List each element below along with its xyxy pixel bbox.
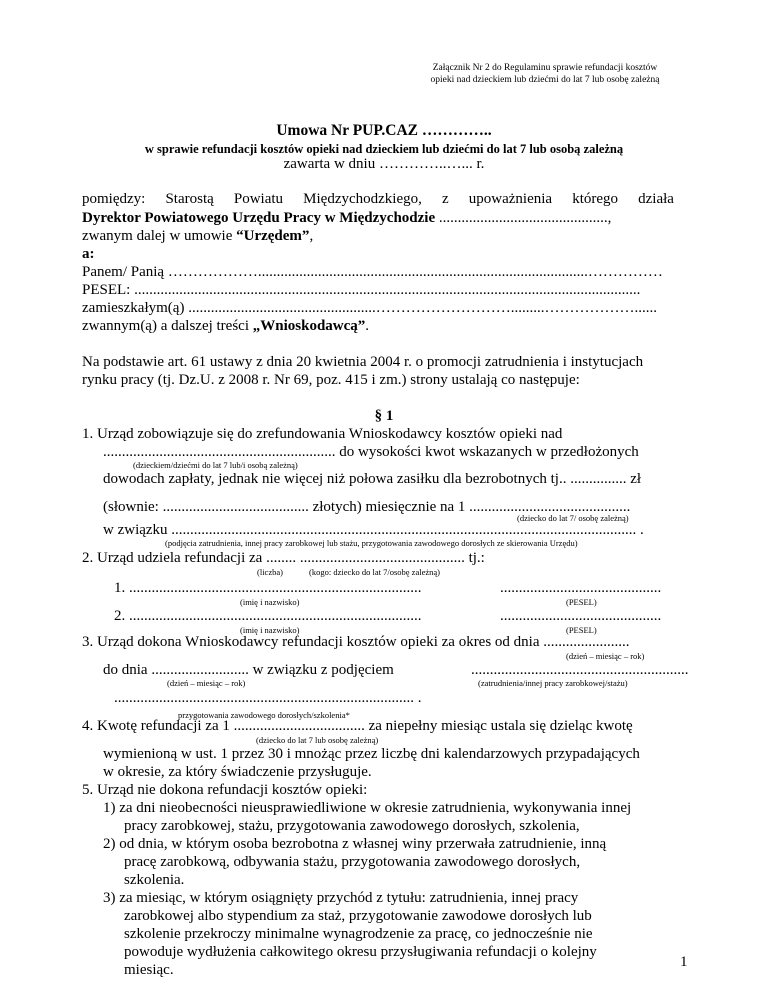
p2-row1-pesel: ...........................................: [500, 580, 662, 596]
contract-date: zawarta w dniu …………..…... r.: [283, 156, 485, 172]
parties-word: działa: [638, 191, 674, 207]
p3-note-2a: (dzień – miesiąc – rok): [167, 678, 246, 688]
p3-note-3: przygotowania zawodowego dorosłych/szkolenia*: [178, 710, 350, 720]
parties-word: z: [441, 191, 449, 207]
p3-note-2b: (zatrudnienia/innej pracy zarobkowej/stażu): [478, 678, 628, 688]
parties-word: Starostą: [165, 191, 214, 207]
p2-line-1: 2. Urząd udziela refundacji za ........ ............................................ tj.:: [82, 550, 485, 566]
contract-title: Umowa Nr PUP.CAZ …………..: [276, 122, 492, 139]
office-alias-post: ,: [309, 228, 314, 244]
p5-item3-line-2: zarobkowej albo stypendium za staż, przygotowanie zawodowe dorosłych lub: [124, 908, 592, 924]
p3-note-1: (dzień – miesiąc – rok): [566, 651, 645, 661]
header-line-1: Załącznik Nr 2 do Regulaminu sprawie refundacji kosztów: [432, 63, 658, 73]
p3-line-1: 3. Urząd dokona Wnioskodawcy refundacji kosztów opieki za okres od dnia .......................: [82, 634, 630, 650]
parties-word: pomiędzy:: [82, 191, 146, 207]
attachment-header: [400, 62, 690, 86]
applicant-alias-pre: zwannym(ą) a dalszej treści: [82, 318, 253, 334]
intro-line-1: Na podstawie art. 61 ustawy z dnia 20 kwietnia 2004 r. o promocji zatrudnienia i instytucjach: [82, 354, 644, 370]
p2-row2-note-name: (imię i nazwisko): [240, 625, 300, 635]
p2-note-count: (liczba): [257, 567, 283, 577]
director-dots: .............................................,: [435, 210, 612, 226]
contract-subtitle: w sprawie refundacji kosztów opieki nad dzieckiem lub dziećmi do lat 7 lub osobą zależną: [144, 142, 624, 156]
p5-item2-line-1: 2) od dnia, w którym osoba bezrobotna z własnej winy przerwała zatrudnienie, inną: [103, 836, 607, 852]
applicant-address-line: zamieszkałym(ą) ..................................................……………………….........………………......: [82, 300, 657, 316]
parties-word: Międzychodzkiego,: [303, 191, 422, 207]
p4-line-3: w okresie, za który świadczenie przysługuje.: [103, 764, 372, 780]
page-number: 1: [680, 954, 688, 970]
p5-item3-line-1: 3) za miesiąc, w którym osiągnięty przychód z tytułu: zatrudnienia, innej pracy: [103, 890, 579, 906]
applicant-alias-post: .: [365, 318, 370, 334]
p2-row2-note-pesel: (PESEL): [566, 625, 597, 635]
p5-item3-line-4: powoduje wydłużenia całkowitego okresu przysługiwania refundacji o kolejny: [124, 944, 597, 960]
p5-item2-line-2: pracę zarobkową, odbywania stażu, przygotowania zawodowego dorosłych,: [124, 854, 581, 870]
p5-item2-line-3: szkolenia.: [124, 872, 185, 888]
parties-line-3: [82, 227, 313, 245]
p4-line-1: 4. Kwotę refundacji za 1 ................................... za niepełny miesiąc ustala się dzieląc kwotę: [82, 718, 633, 734]
p3-line-2a: do dnia .......................... w związku z podjęciem: [103, 662, 394, 678]
header-line-2: opieki nad dzieckiem lub dziećmi do lat 7 lub osobę zależną: [430, 75, 660, 85]
p5-item1-line-1: 1) za dni nieobecności nieusprawiedliwione w okresie zatrudnienia, wykonywania innej: [103, 800, 632, 816]
p5-item3-line-3: szkolenie przekroczy minimalne wynagrodzenie za pracę, co jednocześnie nie: [124, 926, 593, 942]
parties-line-2: [82, 209, 611, 227]
section-mark: § 1: [374, 408, 394, 424]
p1-line-5: w związku ............................................................................................................................ .: [103, 522, 644, 538]
p2-row2-pesel: ...........................................: [500, 608, 662, 624]
p1-note-3: (podjęcia zatrudnienia, innej pracy zarobkowej lub stażu, przygotowania zawodowego dorosłych ze skierowania Urzędu): [165, 538, 578, 548]
p1-line-3: dowodach zapłaty, jednak nie więcej niż połowa zasiłku dla bezrobotnych tj.. ............... zł: [103, 471, 642, 487]
p4-line-2: wymienioną w ust. 1 przez 30 i mnożąc przez liczbę dni kalendarzowych przypadających: [103, 746, 640, 762]
parties-line-1: [82, 190, 674, 208]
p5-item1-line-2: pracy zarobkowej, stażu, przygotowania zawodowego dorosłych, szkolenia,: [124, 818, 580, 834]
p1-note-2: (dziecko do lat 7/ osobę zależną): [517, 513, 629, 523]
p1-line-2: .............................................................. do wysokości kwot wskazanych w przedłożonych: [103, 444, 639, 460]
applicant-name-line: Panem/ Panią ………………........................................................................................……………: [82, 264, 663, 280]
parties-word: którego: [572, 191, 619, 207]
parties-line-8: [82, 317, 369, 335]
intro-line-2: rynku pracy (tj. Dz.U. z 2008 r. Nr 69, poz. 415 i zm.) strony ustalają co następuje:: [82, 372, 580, 388]
parties-word: Powiatu: [233, 191, 284, 207]
p3-line-3: ................................................................................ .: [114, 690, 422, 706]
p2-row1-note-pesel: (PESEL): [566, 597, 597, 607]
p2-row1-note-name: (imię i nazwisko): [240, 597, 300, 607]
office-alias: “Urzędem”: [236, 228, 310, 244]
parties-and: a:: [82, 246, 95, 262]
p5-line-1: 5. Urząd nie dokona refundacji kosztów opieki:: [82, 782, 368, 798]
applicant-pesel-line: PESEL: .......................................................................................................................................: [82, 282, 641, 298]
p2-note-who: (kogo: dziecko do lat 7/osobę zależną): [309, 567, 440, 577]
p1-line-1: 1. Urząd zobowiązuje się do zrefundowania Wnioskodawcy kosztów opieki nad: [82, 426, 563, 442]
applicant-alias: „Wnioskodawcą”: [252, 318, 366, 334]
office-alias-pre: zwanym dalej w umowie: [82, 228, 237, 244]
parties-word: upoważnienia: [468, 191, 553, 207]
director-name: Dyrektor Powiatowego Urzędu Pracy w Międzychodzie: [82, 210, 436, 226]
p2-row2-name: 2. ..............................................................................: [114, 608, 422, 624]
p1-note-1: (dzieckiem/dziećmi do lat 7 lub/i osobą zależną): [133, 460, 298, 470]
p5-item3-line-5: miesiąc.: [124, 962, 174, 978]
p2-row1-name: 1. ..............................................................................: [114, 580, 422, 596]
p3-line-2b: ..........................................................: [471, 662, 689, 678]
p4-note-1: (dziecko do lat 7 lub osobę zależną): [256, 735, 379, 745]
p1-line-4: (słownie: ....................................... złotych) miesięcznie na 1 ...........................................: [103, 499, 631, 515]
